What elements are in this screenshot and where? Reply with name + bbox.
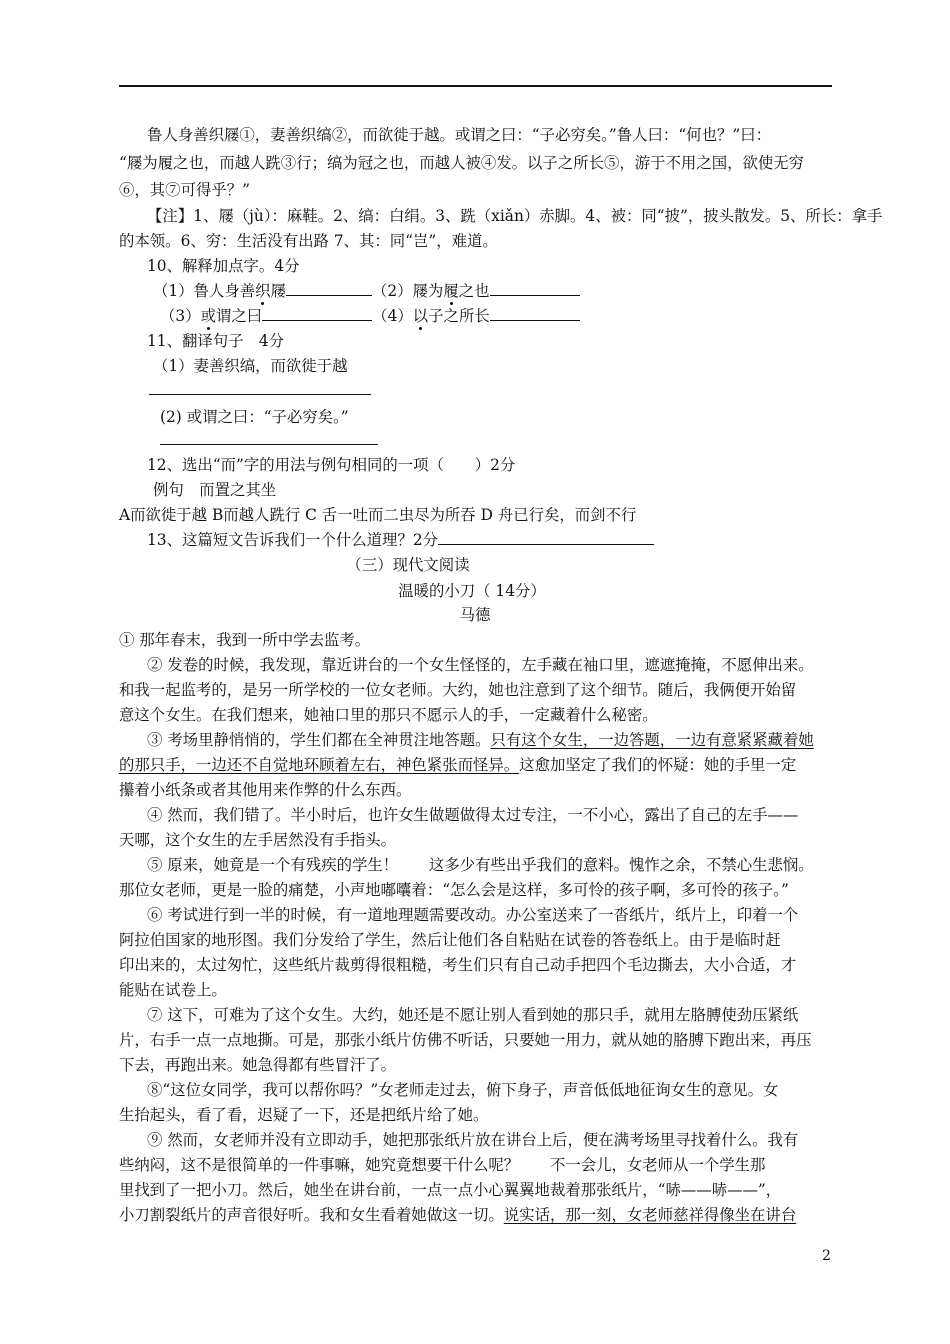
top-rule — [119, 85, 832, 87]
paragraph-9-line-4: 小刀割裂纸片的声音很好听。我和女生看着她做这一切。说实话，那一刻，女老师慈祥得像坐在讲台 — [119, 1206, 797, 1224]
q11-title: 11、翻译句子 4分 — [147, 332, 285, 350]
article-title: 温暖的小刀（ 14分） — [398, 582, 546, 600]
paragraph-1: ① 那年春末，我到一所中学去监考。 — [119, 631, 371, 649]
q13-row — [147, 530, 654, 550]
paragraph-2-line-3: 意这个女生。在我们想来，她袖口里的那只不愿示人的手，一定藏着什么秘密。 — [119, 706, 658, 724]
q12-title: 12、选出“而”字的用法与例句相同的一项（ ）2分 — [147, 456, 516, 474]
q11-sentence-1: （1）妻善织缟，而欲徙于越 — [153, 357, 348, 375]
paragraph-7-line-3: 下去，再跑出来。她急得都有些冒汗了。 — [119, 1056, 397, 1074]
paragraph-9-line-1: ⑨ 然而，女老师并没有立即动手，她把那张纸片放在讲台上后，便在满考场里寻找着什么。我有 — [147, 1131, 799, 1149]
q12-options: A而欲徙于越 B而越人跣行 C 舌一吐而二虫尽为所吞 D 舟已行矣，而剑不行 — [119, 506, 637, 524]
answer-blank[interactable] — [490, 306, 580, 321]
q11-answer-line-2[interactable] — [160, 444, 378, 445]
underlined-sentence: 只有这个女生，一边答题，一边有意紧紧藏着她 — [490, 731, 814, 749]
paragraph-6-line-2: 阿拉伯国家的地形图。我们分发给了学生，然后让他们各自粘贴在试卷的答卷纸上。由于是临时赶 — [119, 931, 781, 949]
paragraph-9-line-2: 些纳闷，这不是很简单的一件事嘛，她究竟想要干什么呢？ 不一会儿，女老师从一个学生那 — [119, 1156, 766, 1174]
q10-item-2: （2）屦为履之也 — [371, 282, 490, 300]
paragraph-7-line-2: 片，右手一点一点地撕。可是，那张小纸片仿佛不听话，只要她一用力，就从她的胳膊下跑出来，再压 — [119, 1031, 812, 1049]
paragraph-6-line-3: 印出来的，太过匆忙，这些纸片裁剪得很粗糙，考生们只有自己动手把四个毛边撕去，大小合适，才 — [119, 956, 797, 974]
paragraph-8-line-1: ⑧“这位女同学，我可以帮你吗？”女老师走过去，俯下身子，声音低低地征询女生的意见。女 — [147, 1081, 779, 1099]
paragraph-3-line-2: 的那只手，一边还不自觉地环顾着左右，神色紧张而怪异。这愈加坚定了我们的怀疑：她的手里一定 — [119, 756, 797, 774]
paragraph-6-line-1: ⑥ 考试进行到一半的时候，有一道地理题需要改动。办公室送来了一沓纸片，纸片上，印着一个 — [147, 906, 799, 924]
classical-line-1: 鲁人身善织屦①，妻善织缟②，而欲徙于越。或谓之曰：“子必穷矣。”鲁人曰：“何也？”曰： — [147, 126, 772, 144]
q10-row-2 — [160, 306, 580, 326]
q11-answer-line-1[interactable] — [149, 394, 371, 395]
classical-line-3: ⑥，其⑦可得乎？” — [119, 181, 250, 199]
answer-blank[interactable] — [286, 281, 372, 296]
paragraph-8-line-2: 生抬起头，看了看，迟疑了一下，还是把纸片给了她。 — [119, 1106, 489, 1124]
page-number: 2 — [822, 1248, 831, 1264]
paragraph-6-line-4: 能贴在试卷上。 — [119, 981, 227, 999]
q10-item-3: （3）或谓之曰 — [160, 307, 263, 325]
note-line-1: 【注】1、屦（jù）：麻鞋。2、缟：白绢。3、跣（xiǎn）赤脚。4、被：同“披”，披头散发。5、所长：拿手 — [147, 207, 883, 225]
paragraph-3-line-1: ③ 考场里静悄悄的，学生们都在全神贯注地答题。只有这个女生，一边答题，一边有意紧紧藏着她 — [147, 731, 814, 749]
q10-row-1 — [153, 281, 580, 301]
answer-blank[interactable] — [490, 281, 580, 296]
paragraph-5-line-2: 那位女老师，更是一脸的痛楚，小声地嘟囔着：“怎么会是这样，多可怜的孩子啊，多可怜的孩子。” — [119, 881, 789, 899]
q13-title: 13、这篇短文告诉我们一个什么道理？2分 — [147, 531, 439, 549]
paragraph-2-line-2: 和我一起监考的，是另一所学校的一位女老师。大约，她也注意到了这个细节。随后，我俩便开始留 — [119, 681, 797, 699]
article-author: 马德 — [459, 606, 491, 624]
q10-title: 10、解释加点字。4分 — [147, 257, 300, 275]
answer-blank[interactable] — [262, 306, 372, 321]
q11-sentence-2: (2) 或谓之曰：“子必穷矣。” — [160, 408, 349, 426]
note-line-2: 的本领。6、穷：生活没有出路 7、其：同“岂”，难道。 — [119, 232, 498, 250]
answer-blank[interactable] — [438, 530, 654, 545]
paragraph-4-line-2: 天哪，这个女生的左手居然没有手指头。 — [119, 831, 397, 849]
underlined-sentence: 的那只手，一边还不自觉地环顾着左右，神色紧张而怪异。 — [119, 756, 520, 774]
underlined-sentence: 说实话，那一刻，女老师慈祥得像坐在讲台 — [503, 1206, 797, 1224]
q10-item-4: （4）以子之所长 — [372, 307, 490, 325]
paragraph-4-line-1: ④ 然而，我们错了。半小时后，也许女生做题做得太过专注，一不小心，露出了自己的左手—— — [147, 806, 799, 824]
paragraph-7-line-1: ⑦ 这下，可难为了这个女生。大约，她还是不愿让别人看到她的那只手，就用左胳膊使劲压紧纸 — [147, 1006, 799, 1024]
section-heading: （三）现代文阅读 — [346, 556, 470, 574]
paragraph-3-line-3: 攥着小纸条或者其他用来作弊的什么东西。 — [119, 781, 412, 799]
paragraph-5-line-1: ⑤ 原来，她竟是一个有残疾的学生！ 这多少有些出乎我们的意料。愧怍之余，不禁心生悲悯。 — [147, 856, 814, 874]
paragraph-9-line-3: 里找到了一把小刀。然后，她坐在讲台前，一点一点小心翼翼地裁着那张纸片，“哧——哧——”， — [119, 1181, 782, 1199]
classical-line-2: “屦为履之也，而越人跣③行；缟为冠之也，而越人被④发。以子之所长⑤，游于不用之国，欲使无穷 — [119, 154, 805, 172]
paragraph-2-line-1: ② 发卷的时候，我发现，靠近讲台的一个女生怪怪的，左手藏在袖口里，遮遮掩掩，不愿伸出来。 — [147, 656, 814, 674]
q12-example: 例句 而置之其坐 — [153, 481, 277, 499]
q10-item-1: （1）鲁人身善织屦 — [153, 282, 286, 300]
